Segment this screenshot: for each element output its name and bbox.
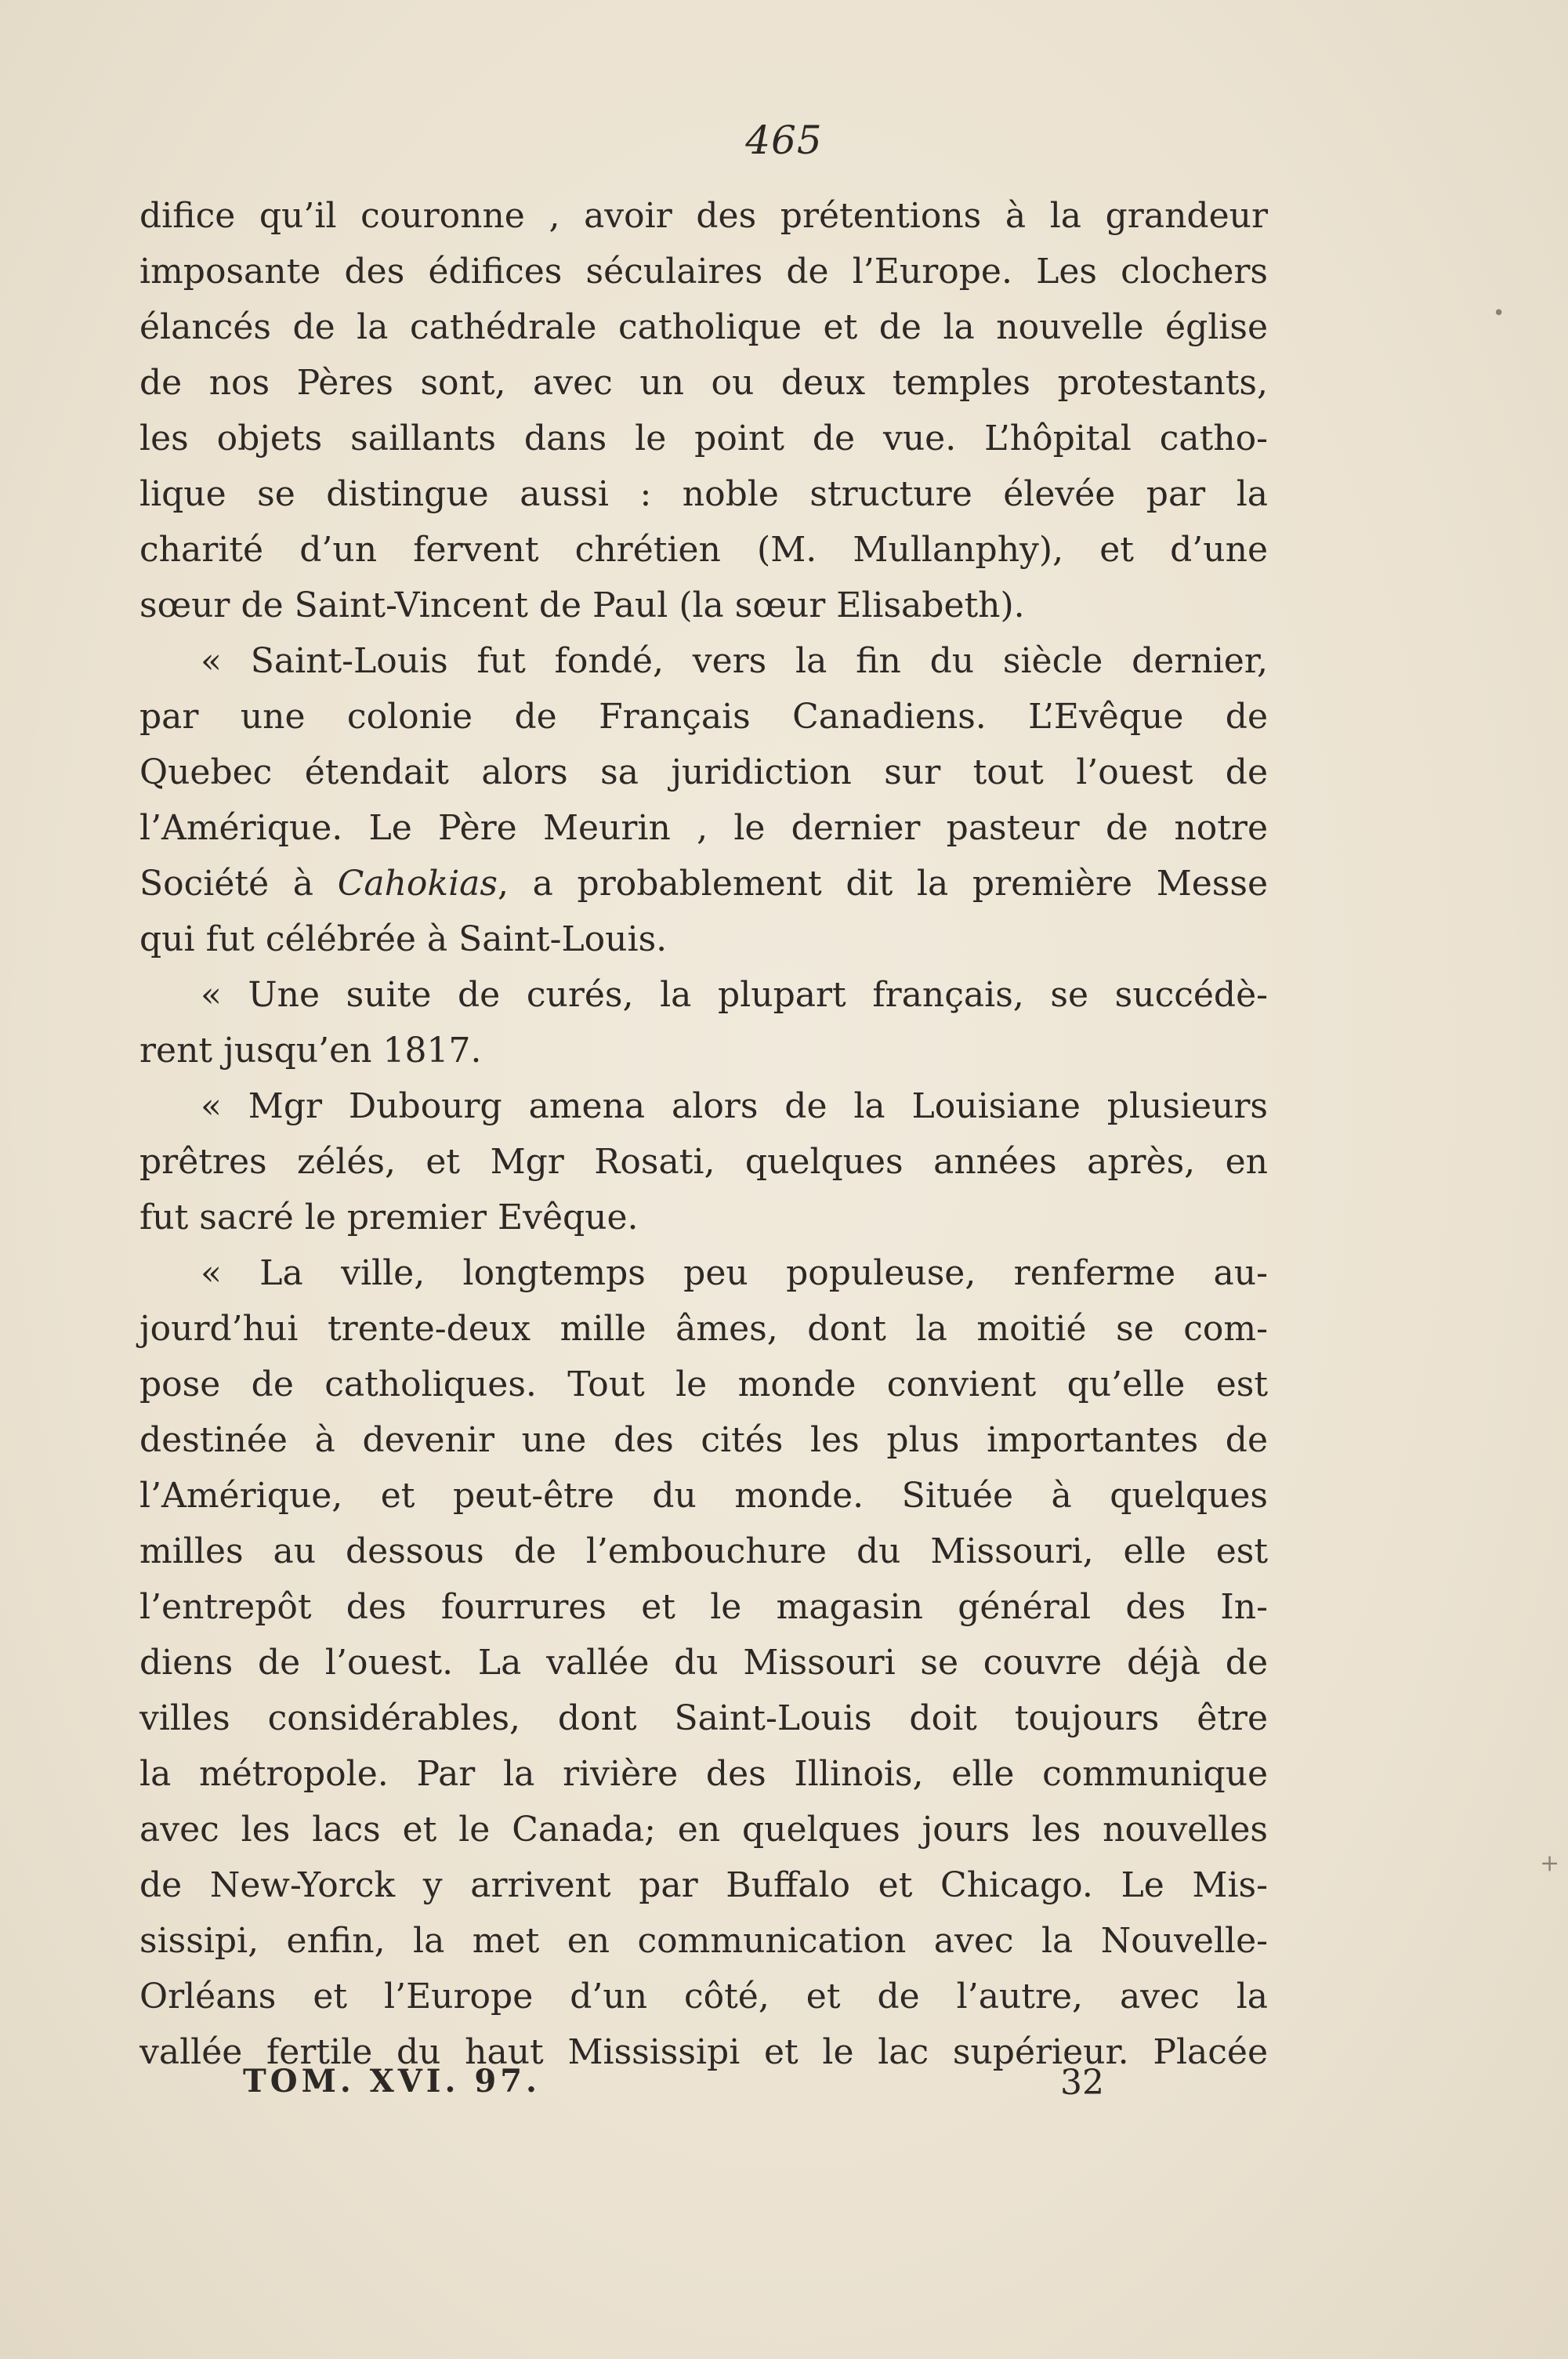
text-line: l’entrepôt des fourrures et le magasin général des In-: [139, 1587, 1268, 1627]
text-line: lique se distingue aussi : noble structure élevée par la: [139, 474, 1268, 514]
body-text: [139, 188, 1268, 2080]
text-line: vallée fertile du haut Mississipi et le lac supérieur. Placée: [139, 2032, 1268, 2072]
text-line: jourd’hui trente-deux mille âmes, dont la moitié se com-: [139, 1309, 1268, 1349]
text-line: Orléans et l’Europe d’un côté, et de l’autre, avec la: [139, 1977, 1268, 2017]
text-line: destinée à devenir une des cités les plus importantes de: [139, 1420, 1268, 1460]
text-line: les objets saillants dans le point de vue. L’hôpital catho-: [139, 419, 1268, 458]
text-line: de New-Yorck y arrivent par Buffalo et Chicago. Le Mis-: [139, 1865, 1268, 1905]
text-line: sœur de Saint-Vincent de Paul (la sœur Elisabeth).: [139, 585, 1025, 625]
text-line: l’Amérique, et peut-être du monde. Située à quelques: [139, 1476, 1268, 1516]
page-number: 465: [745, 118, 823, 163]
footer-signature: TOM. XVI. 97.: [243, 2063, 541, 2100]
text-line: de nos Pères sont, avec un ou deux temples protestants,: [139, 363, 1268, 403]
text-line: rent jusqu’en 1817.: [139, 1031, 482, 1071]
text-line: fut sacré le premier Evêque.: [139, 1198, 639, 1237]
text-line: par une colonie de Français Canadiens. L’Evêque de: [139, 697, 1268, 737]
stray-mark: +: [1540, 1850, 1560, 1877]
text-line: sissipi, enfin, la met en communication avec la Nouvelle-: [139, 1921, 1268, 1961]
text-line: la métropole. Par la rivière des Illinois, elle communique: [139, 1754, 1268, 1794]
text-line: prêtres zélés, et Mgr Rosati, quelques années après, en: [139, 1142, 1268, 1182]
text-line: Quebec étendait alors sa juridiction sur tout l’ouest de: [139, 752, 1268, 792]
text-line: milles au dessous de l’embouchure du Missouri, elle est: [139, 1531, 1268, 1571]
text-line: élancés de la cathédrale catholique et de la nouvelle église: [139, 307, 1268, 347]
text-line: l’Amérique. Le Père Meurin , le dernier pasteur de notre: [139, 808, 1268, 848]
text-line: difice qu’il couronne , avoir des prétentions à la grandeur: [139, 196, 1268, 236]
text-line: imposante des édifices séculaires de l’Europe. Les clochers: [139, 252, 1268, 292]
text-line: « La ville, longtemps peu populeuse, renferme au-: [201, 1253, 1268, 1293]
text-line: « Saint-Louis fut fondé, vers la fin du siècle dernier,: [201, 641, 1268, 681]
text-line: diens de l’ouest. La vallée du Missouri se couvre déjà de: [139, 1643, 1268, 1683]
text-line: qui fut célébrée à Saint-Louis.: [139, 919, 668, 959]
text-line: charité d’un fervent chrétien (M. Mullanphy), et d’une: [139, 530, 1268, 570]
text-line: avec les lacs et le Canada; en quelques jours les nouvelles: [139, 1810, 1268, 1850]
text-line: pose de catholiques. Tout le monde convient qu’elle est: [139, 1364, 1268, 1404]
page-footer: [0, 2063, 1568, 2118]
footer-sheet-number: 32: [1060, 2063, 1104, 2103]
stray-mark: •: [1493, 302, 1505, 325]
place-name-italic: Cahokias: [337, 864, 498, 904]
text-line: « Une suite de curés, la plupart français, se succédè-: [201, 975, 1268, 1015]
text-line: « Mgr Dubourg amena alors de la Louisiane plusieurs: [201, 1086, 1268, 1126]
text-line: Société à Cahokias, a probablement dit la première Messe: [139, 864, 1269, 904]
text-line: villes considérables, dont Saint-Louis doit toujours être: [139, 1698, 1268, 1738]
